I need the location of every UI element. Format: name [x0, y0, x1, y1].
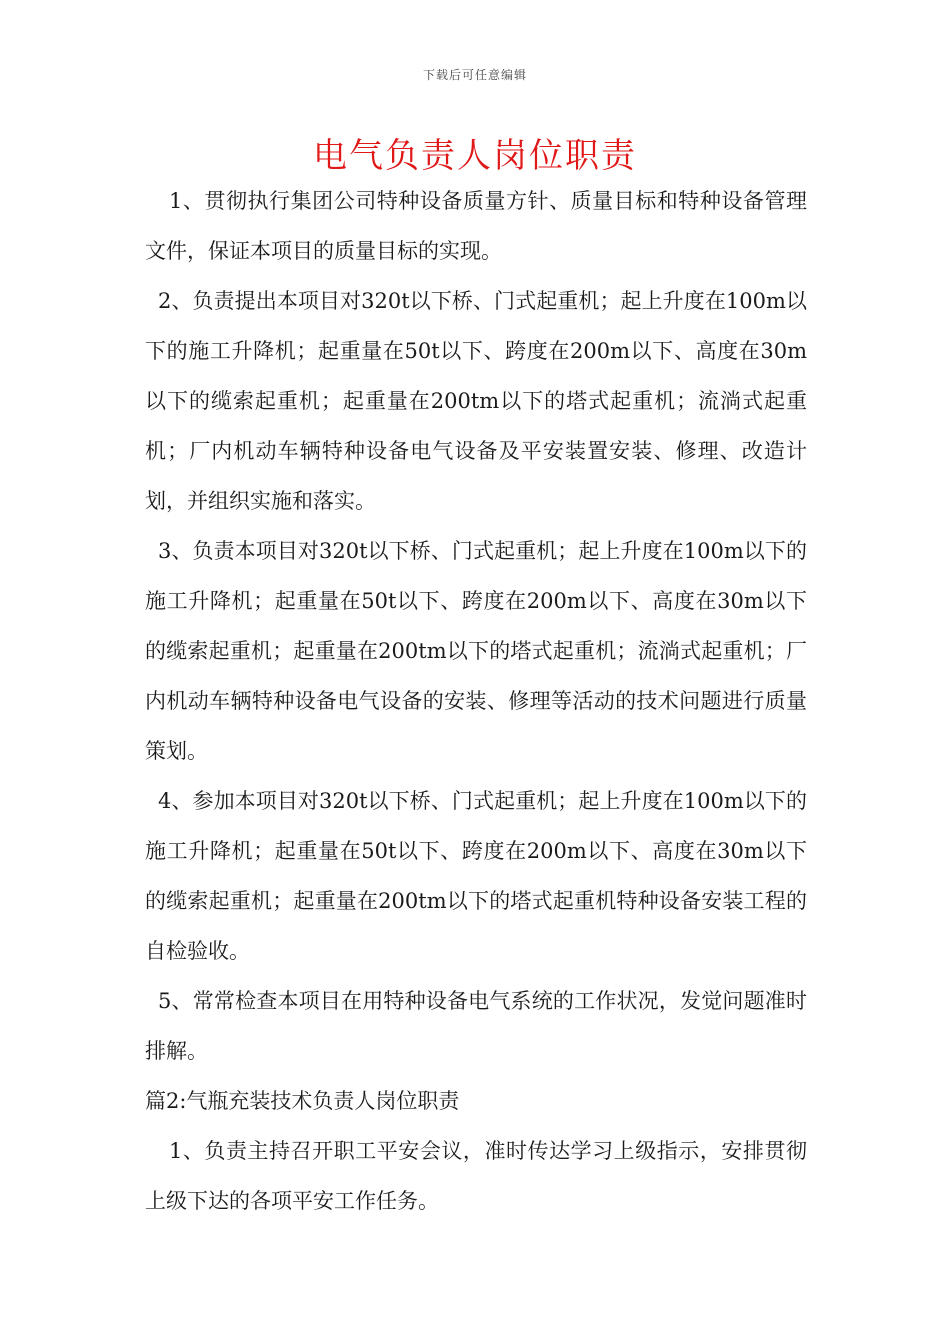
document-title: 电气负责人岗位职责	[313, 136, 637, 176]
paragraph-5: 5、常常检查本项目在用特种设备电气系统的工作状况，发觉问题准时排解。	[145, 989, 807, 1063]
paragraph-2: 2、负责提出本项目对320t以下桥、门式起重机；起上升度在100m以下的施工升降机；起重量在50t以下、跨度在200m以下、高度在30m以下的缆索起重机；起重量在200tm以下的塔式起重机；流淌式起重机；厂内机动车辆特种设备电气设备及平安装置安装、修理、改造计划，并组织实施和落实。	[145, 289, 807, 513]
section-2-paragraph-1: 1、负责主持召开职工平安会议，准时传达学习上级指示，安排贯彻上级下达的各项平安工作任务。	[145, 1139, 807, 1213]
paragraph-4: 4、参加本项目对320t以下桥、门式起重机；起上升度在100m以下的施工升降机；起重量在50t以下、跨度在200m以下、高度在30m以下的缆索起重机；起重量在200tm以下的塔式起重机特种设备安装工程的自检验收。	[145, 789, 807, 963]
section-2-heading: 篇2:气瓶充装技术负责人岗位职责	[145, 1089, 460, 1113]
header-note: 下载后可任意编辑	[422, 68, 527, 82]
paragraph-1: 1、贯彻执行集团公司特种设备质量方针、质量目标和特种设备管理文件，保证本项目的质量目标的实现。	[145, 189, 807, 263]
document-body	[145, 176, 807, 1226]
paragraph-3: 3、负责本项目对320t以下桥、门式起重机；起上升度在100m以下的施工升降机；起重量在50t以下、跨度在200m以下、高度在30m以下的缆索起重机；起重量在200tm以下的塔式起重机；流淌式起重机；厂内机动车辆特种设备电气设备的安装、修理等活动的技术问题进行质量策划。	[145, 539, 807, 763]
